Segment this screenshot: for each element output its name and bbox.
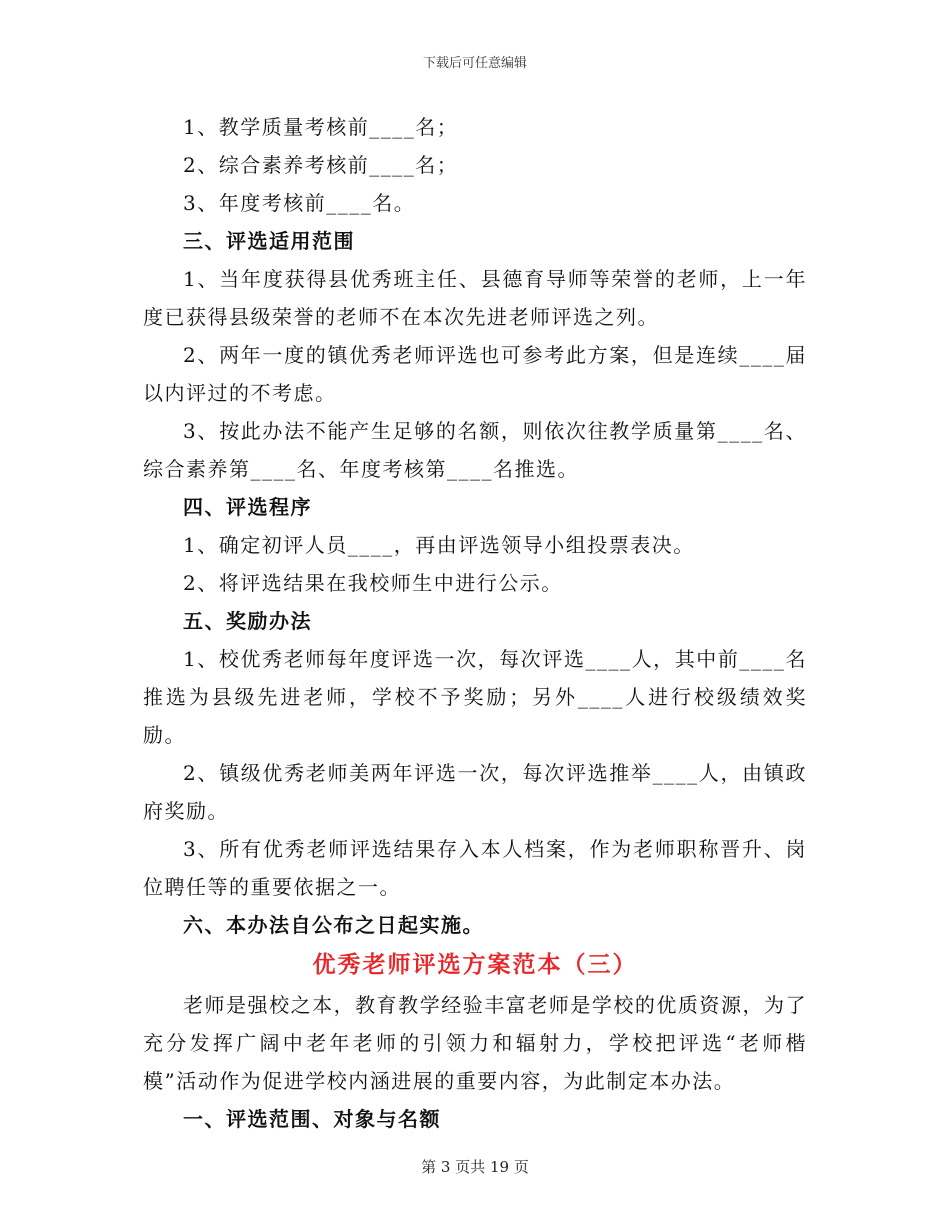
section-heading: 一、评选范围、对象与名额 — [183, 1107, 441, 1131]
page-footer: 第 3 页共 19 页 — [421, 1158, 529, 1176]
paragraph: 1、当年度获得县优秀班主任、县德育导师等荣誉的老师，上一年度已获得县级荣誉的老师不在本次先进老师评选之列。 — [143, 267, 807, 329]
paragraph: 3、所有优秀老师评选结果存入本人档案，作为老师职称晋升、岗位聘任等的重要依据之一。 — [143, 837, 807, 899]
paragraph: 3、年度考核前____名。 — [183, 191, 416, 215]
paragraph: 2、镇级优秀老师美两年评选一次，每次评选推举____人，由镇政府奖励。 — [143, 761, 807, 823]
section-heading: 六、本办法自公布之日起实施。 — [183, 913, 484, 937]
section-heading: 三、评选适用范围 — [183, 229, 355, 253]
paragraph: 1、校优秀老师每年度评选一次，每次评选____人，其中前____名推选为县级先进老师，学校不予奖励；另外____人进行校级绩效奖励。 — [143, 647, 807, 747]
paragraph: 1、确定初评人员____，再由评选领导小组投票表决。 — [183, 533, 695, 557]
page-header: 下载后可任意编辑 — [422, 56, 527, 71]
paragraph: 老师是强校之本，教育教学经验丰富老师是学校的优质资源，为了充分发挥广阔中老年老师的引领力和辐射力，学校把评选“老师楷模”活动作为促进学校内涵进展的重要内容，为此制定本办法。 — [143, 993, 807, 1093]
document-body — [143, 108, 807, 1138]
section-heading: 四、评选程序 — [183, 495, 312, 519]
section-heading: 五、奖励办法 — [183, 609, 312, 633]
paragraph: 2、两年一度的镇优秀老师评选也可参考此方案，但是连续____届以内评过的不考虑。 — [143, 343, 807, 405]
document-title: 优秀老师评选方案范本（三） — [312, 951, 638, 978]
paragraph: 3、按此办法不能产生足够的名额，则依次往教学质量第____名、综合素养第____名、年度考核第____名推选。 — [143, 419, 807, 481]
paragraph: 1、教学质量考核前____名； — [183, 115, 459, 139]
paragraph: 2、将评选结果在我校师生中进行公示。 — [183, 571, 563, 595]
paragraph: 2、综合素养考核前____名； — [183, 153, 459, 177]
